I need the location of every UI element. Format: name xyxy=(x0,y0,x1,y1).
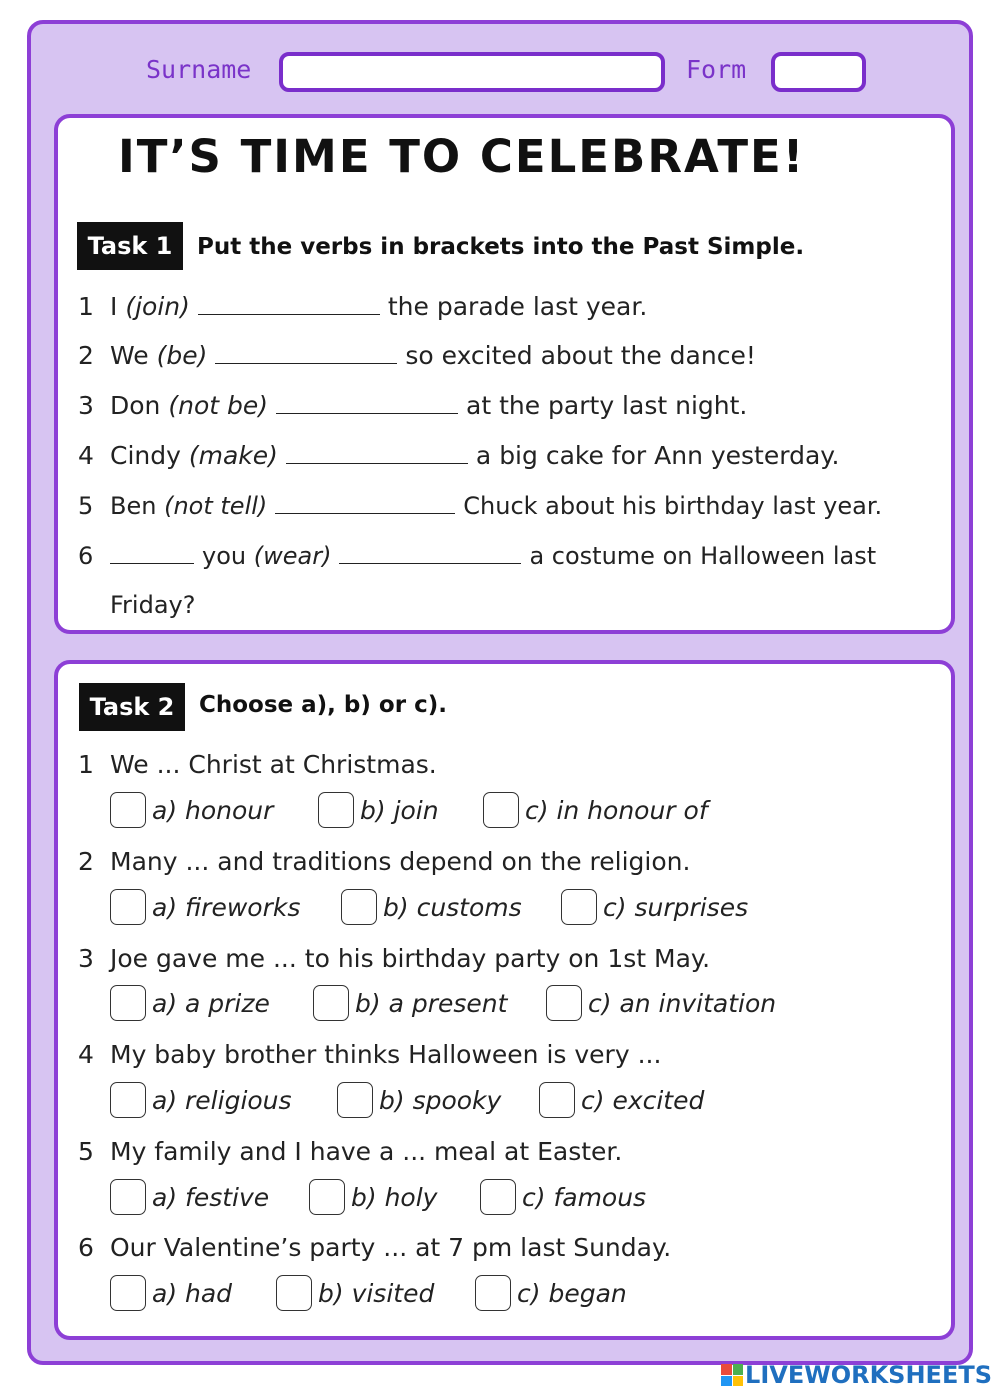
item-number: 2 xyxy=(78,847,94,876)
option-b[interactable]: b) customs xyxy=(341,887,522,927)
item-number: 4 xyxy=(78,441,94,470)
option-c[interactable]: c) surprises xyxy=(561,887,748,927)
option-c[interactable]: c) an invitation xyxy=(546,983,776,1023)
liveworksheets-logo xyxy=(721,1361,992,1389)
checkbox[interactable] xyxy=(110,1275,146,1311)
checkbox[interactable] xyxy=(313,985,349,1021)
option-a[interactable]: a) a prize xyxy=(110,983,270,1023)
task2-question-1 xyxy=(78,750,437,780)
option-a[interactable]: a) religious xyxy=(110,1080,292,1120)
item-verb: (join) xyxy=(125,292,190,321)
checkbox[interactable] xyxy=(337,1082,373,1118)
option-b[interactable]: b) spooky xyxy=(337,1080,501,1120)
item-rest: Chuck about his birthday last year. xyxy=(463,492,883,520)
item-verb: (not tell) xyxy=(164,492,268,520)
item-subject: I xyxy=(110,292,118,321)
item-number: 1 xyxy=(78,750,94,779)
task2-question-5 xyxy=(78,1137,622,1167)
logo-icon xyxy=(721,1364,743,1386)
question-text: Many ... and traditions depend on the religion. xyxy=(110,847,691,876)
answer-blank[interactable] xyxy=(286,441,468,464)
checkbox[interactable] xyxy=(546,985,582,1021)
option-c[interactable]: c) began xyxy=(475,1273,627,1313)
task1-tag: Task 1 xyxy=(77,222,183,270)
answer-blank[interactable] xyxy=(276,391,458,414)
task1-item-5 xyxy=(78,491,882,521)
checkbox[interactable] xyxy=(483,792,519,828)
option-b[interactable]: b) join xyxy=(318,790,439,830)
item-verb: (make) xyxy=(188,441,278,470)
option-c[interactable]: c) famous xyxy=(480,1177,646,1217)
item-verb: (wear) xyxy=(253,542,332,570)
item-number: 5 xyxy=(78,1137,94,1166)
item-number: 1 xyxy=(78,292,94,321)
task1-item-3 xyxy=(78,391,747,421)
item-subject: you xyxy=(202,542,247,570)
page-title: IT’S TIME TO CELEBRATE! xyxy=(118,130,806,183)
item-rest: the parade last year. xyxy=(387,292,648,321)
option-b[interactable]: b) holy xyxy=(309,1177,437,1217)
question-text: Our Valentine’s party ... at 7 pm last Sunday. xyxy=(110,1233,672,1262)
checkbox[interactable] xyxy=(110,1179,146,1215)
checkbox[interactable] xyxy=(309,1179,345,1215)
question-text: My family and I have a ... meal at Easter. xyxy=(110,1137,623,1166)
option-c[interactable]: c) in honour of xyxy=(483,790,708,830)
item-verb: (not be) xyxy=(168,391,268,420)
task2-tag: Task 2 xyxy=(79,683,185,731)
answer-blank[interactable] xyxy=(215,341,397,364)
item-subject: Don xyxy=(110,391,161,420)
item-subject: Ben xyxy=(110,492,157,520)
task1-item-6-continued: Friday? xyxy=(110,591,196,619)
task1-instruction: Put the verbs in brackets into the Past Simple. xyxy=(197,234,805,260)
item-verb: (be) xyxy=(156,341,208,370)
task2-instruction: Choose a), b) or c). xyxy=(199,692,447,718)
option-a[interactable]: a) honour xyxy=(110,790,273,830)
task2-question-2 xyxy=(78,847,690,877)
surname-label: Surname xyxy=(146,55,252,84)
option-b[interactable]: b) a present xyxy=(313,983,507,1023)
item-rest: a big cake for Ann yesterday. xyxy=(475,441,840,470)
option-b[interactable]: b) visited xyxy=(276,1273,434,1313)
item-number: 2 xyxy=(78,341,94,370)
logo-text: LIVEWORKSHEETS xyxy=(745,1361,992,1389)
task2-question-4 xyxy=(78,1040,661,1070)
checkbox[interactable] xyxy=(539,1082,575,1118)
task2-question-6 xyxy=(78,1233,671,1263)
form-label: Form xyxy=(686,55,747,84)
checkbox[interactable] xyxy=(110,792,146,828)
checkbox[interactable] xyxy=(276,1275,312,1311)
task1-item-2 xyxy=(78,341,756,371)
item-number: 5 xyxy=(78,492,94,520)
surname-input[interactable] xyxy=(279,52,665,92)
item-rest: so excited about the dance! xyxy=(405,341,756,370)
form-input[interactable] xyxy=(771,52,866,92)
item-number: 3 xyxy=(78,391,94,420)
option-a[interactable]: a) fireworks xyxy=(110,887,300,927)
item-subject: We xyxy=(110,341,149,370)
answer-blank-aux[interactable] xyxy=(110,541,194,564)
item-number: 6 xyxy=(78,1233,94,1262)
checkbox[interactable] xyxy=(475,1275,511,1311)
question-text: We ... Christ at Christmas. xyxy=(110,750,437,779)
item-rest: at the party last night. xyxy=(466,391,748,420)
task1-item-4 xyxy=(78,441,839,471)
checkbox[interactable] xyxy=(110,889,146,925)
task2-question-3 xyxy=(78,944,710,974)
item-subject: Cindy xyxy=(110,441,181,470)
item-rest: a costume on Halloween last xyxy=(529,542,877,570)
checkbox[interactable] xyxy=(480,1179,516,1215)
question-text: Joe gave me ... to his birthday party on 1st May. xyxy=(110,944,711,973)
checkbox[interactable] xyxy=(110,985,146,1021)
option-c[interactable]: c) excited xyxy=(539,1080,704,1120)
item-number: 3 xyxy=(78,944,94,973)
checkbox[interactable] xyxy=(110,1082,146,1118)
answer-blank[interactable] xyxy=(275,491,455,514)
option-a[interactable]: a) festive xyxy=(110,1177,269,1217)
checkbox[interactable] xyxy=(318,792,354,828)
option-a[interactable]: a) had xyxy=(110,1273,232,1313)
item-number: 6 xyxy=(78,542,94,570)
checkbox[interactable] xyxy=(561,889,597,925)
task1-item-6 xyxy=(78,541,876,571)
checkbox[interactable] xyxy=(341,889,377,925)
item-number: 4 xyxy=(78,1040,94,1069)
question-text: My baby brother thinks Halloween is very ... xyxy=(110,1040,662,1069)
answer-blank[interactable] xyxy=(198,292,380,315)
answer-blank[interactable] xyxy=(339,541,521,564)
task1-item-1 xyxy=(78,292,647,322)
